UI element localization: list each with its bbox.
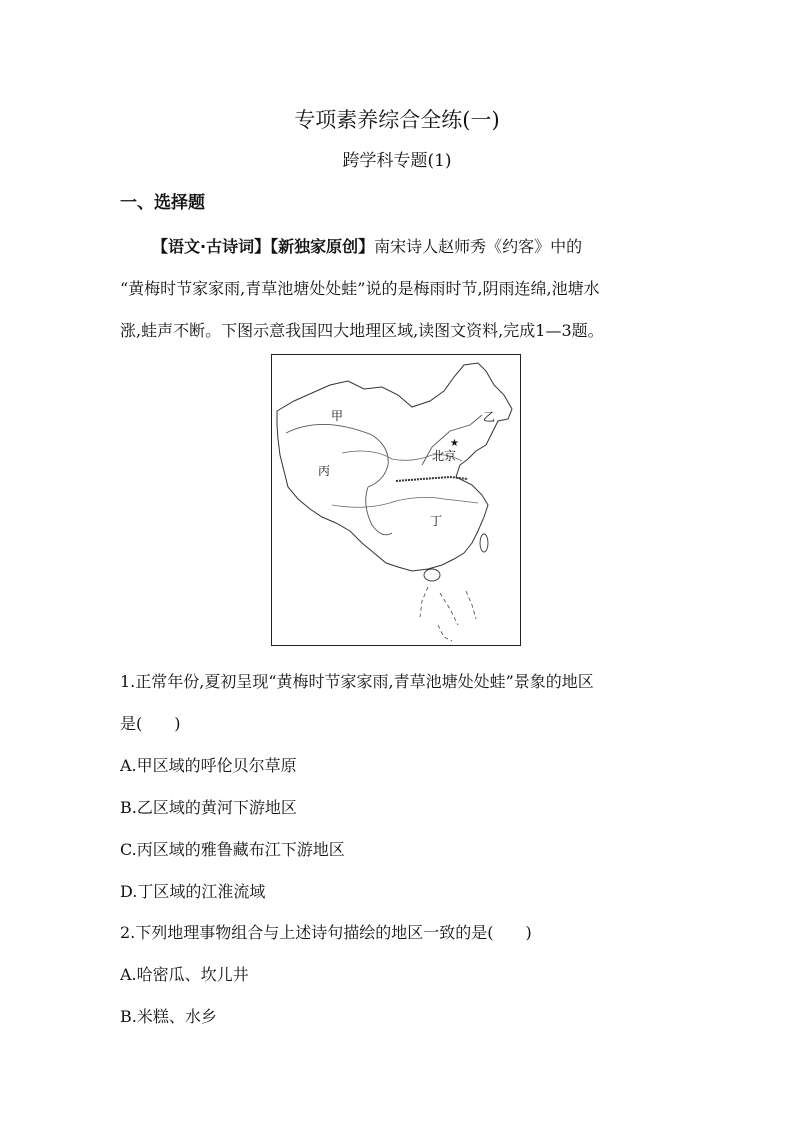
page-subtitle: 跨学科专题(1) [342, 151, 452, 171]
intro-line-2: “黄梅时节家家雨,青草池塘处处蛙”说的是梅雨时节,阴雨连绵,池塘水 [120, 279, 600, 298]
beijing-star-icon: ★ [450, 438, 459, 449]
question-1-option-c: C.丙区域的雅鲁藏布江下游地区 [120, 840, 345, 859]
label-yi: 乙 [483, 410, 496, 424]
label-ding: 丁 [430, 514, 443, 528]
taiwan-island [480, 534, 488, 552]
intro-line-1 [120, 226, 680, 268]
question-1-stem-line-2: 是( ) [120, 714, 181, 733]
question-1-option-b: B.乙区域的黄河下游地区 [120, 798, 297, 817]
boundary-jia-bing [286, 424, 388, 487]
label-bing: 丙 [318, 464, 331, 478]
section-heading: 一、选择题 [120, 193, 205, 213]
question-1-option-d: D.丁区域的江淮流域 [120, 882, 266, 901]
china-regions-map [271, 354, 521, 646]
page-title: 专项素养综合全练(一) [294, 108, 500, 132]
question-1-stem-line-1: 1.正常年份,夏初呈现“黄梅时节家家雨,青草池塘处处蛙”景象的地区 [120, 672, 594, 691]
map-drawing [272, 355, 522, 647]
intro-line-1-text: 南宋诗人赵师秀《约客》中的 [374, 237, 583, 256]
south-sea-islands [420, 587, 476, 641]
label-beijing: 北京 [432, 449, 457, 463]
boundary-north-south [396, 477, 468, 481]
question-2-option-a: A.哈密瓜、坎儿井 [120, 965, 249, 984]
question-2-option-b: B.米糕、水乡 [120, 1007, 217, 1026]
question-2-stem: 2.下列地理事物组合与上述诗句描绘的地区一致的是( ) [120, 923, 532, 942]
river-changjiang [332, 497, 478, 507]
intro-tag: 【语文·古诗词】【新独家原创】 [152, 237, 375, 256]
label-jia: 甲 [331, 409, 344, 423]
china-outline [277, 363, 512, 571]
boundary-bing-ding [366, 487, 392, 535]
intro-paragraph [120, 226, 680, 352]
question-1-option-a: A.甲区域的呼伦贝尔草原 [120, 756, 297, 775]
hainan-island [424, 569, 440, 581]
intro-line-3: 涨,蛙声不断。下图示意我国四大地理区域,读图文资料,完成1—3题。 [120, 321, 604, 340]
